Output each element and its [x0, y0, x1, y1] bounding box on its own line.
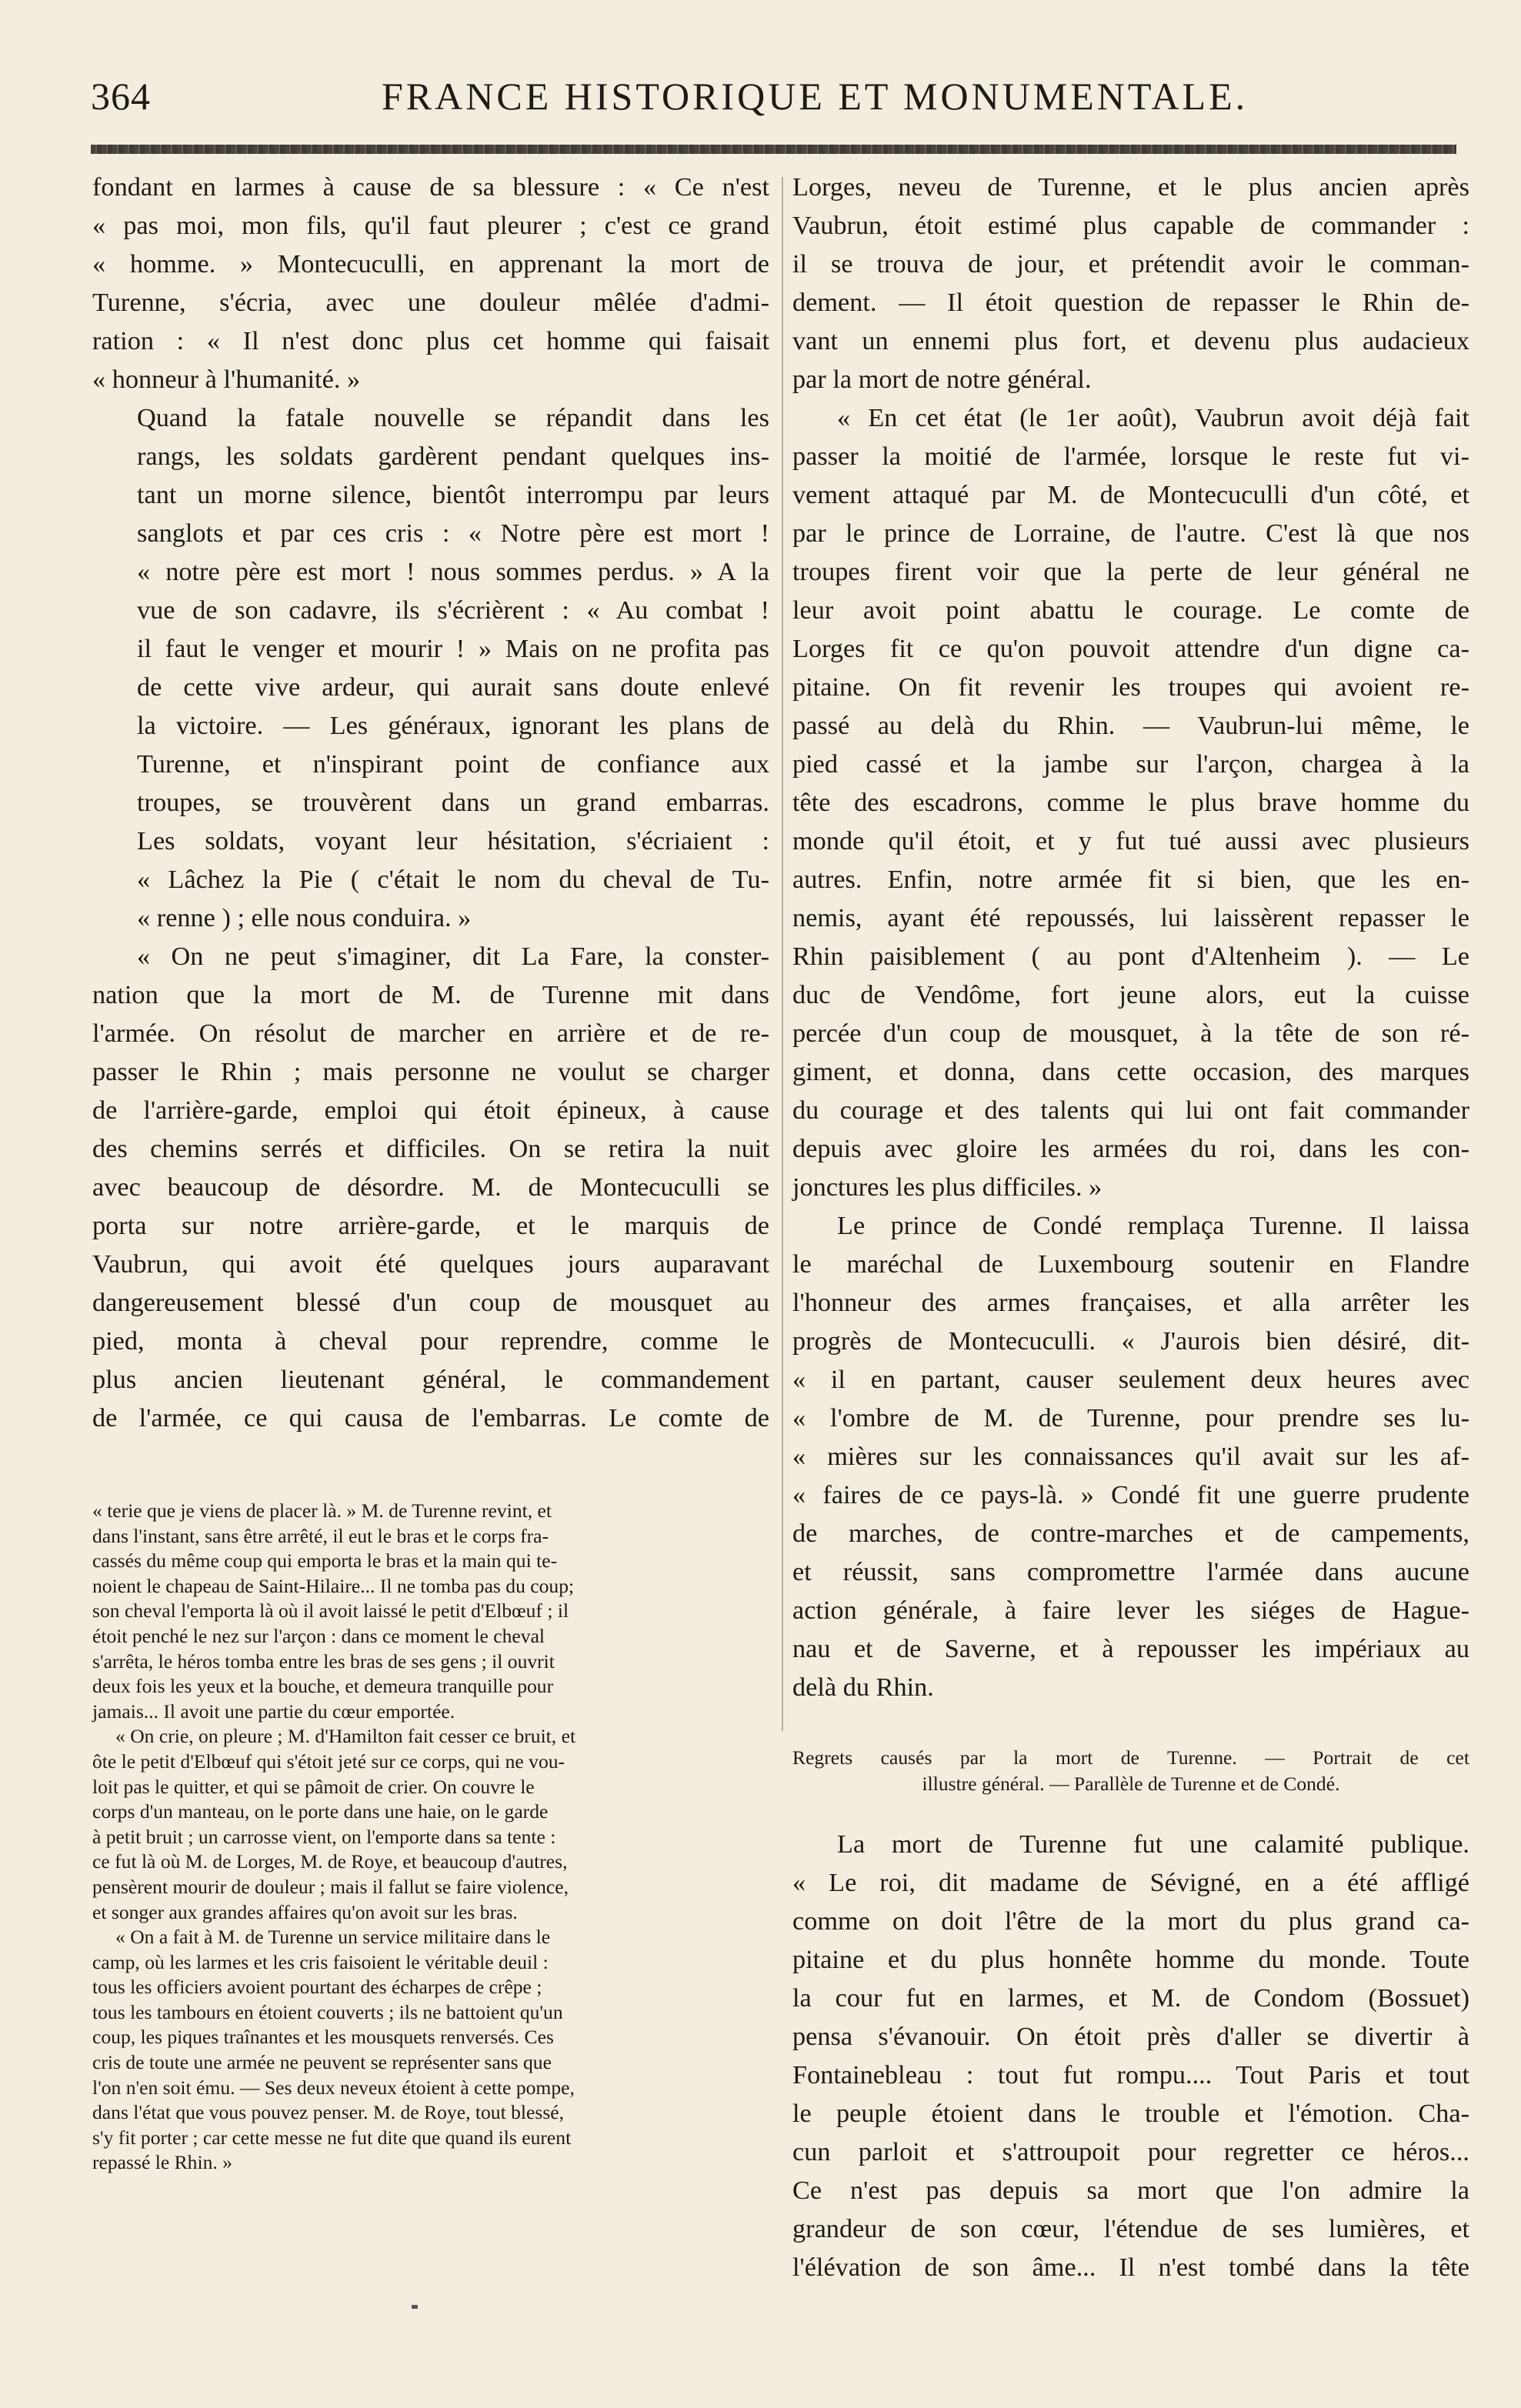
footnote-paragraph — [92, 1499, 769, 1724]
print-mark — [412, 2305, 418, 2309]
text-line: « On ne peut s'imaginer, dit La Fare, la conster- — [137, 942, 769, 971]
text-line: pensa s'évanouir. On étoit près d'aller se divertir à — [792, 2022, 1469, 2051]
text-line: autres. Enfin, notre armée fit si bien, que les en- — [792, 865, 1469, 894]
text-line: dement. — Il étoit question de repasser le Rhin de- — [792, 288, 1469, 317]
text-line: porta sur notre arrière-garde, et le marquis de — [92, 1211, 769, 1240]
text-line: avec beaucoup de désordre. M. de Montecuculli se — [92, 1172, 769, 1202]
text-line: vue de son cadavre, ils s'écrièrent : « Au combat ! — [137, 595, 769, 625]
text-line: il se trouva de jour, et prétendit avoir le comman- — [792, 249, 1469, 278]
text-line: Turenne, s'écria, avec une douleur mêlée d'admi- — [92, 288, 769, 317]
text-line: troupes firent voir que la perte de leur général ne — [792, 557, 1469, 586]
text-line: la victoire. — Les généraux, ignorant les plans de — [137, 711, 769, 740]
running-header — [91, 74, 1468, 128]
text-line: s'arrêta, le héros tomba entre les bras de ses gens ; il ouvrit — [92, 1649, 555, 1673]
text-line: giment, et donna, dans cette occasion, des marques — [792, 1057, 1469, 1086]
text-line: « l'ombre de M. de Turenne, pour prendre ses lu- — [792, 1403, 1469, 1432]
text-line: delà du Rhin. — [792, 1673, 934, 1702]
left-column — [92, 168, 769, 1437]
text-line: tant un morne silence, bientôt interrompu par leurs — [137, 480, 769, 509]
paragraph — [792, 1825, 1469, 2286]
text-line: grandeur de son cœur, l'étendue de ses lumières, et — [792, 2214, 1469, 2243]
text-line: « notre père est mort ! nous sommes perdus. » A la — [137, 557, 769, 586]
text-line: repassé le Rhin. » — [92, 2151, 232, 2174]
running-title: FRANCE HISTORIQUE ET MONUMENTALE. — [382, 75, 1249, 118]
text-line: Quand la fatale nouvelle se répandit dans les — [137, 403, 769, 432]
text-line: vement attaqué par M. de Montecuculli d'un côté, et — [792, 480, 1469, 509]
text-line: par la mort de notre général. — [792, 365, 1092, 394]
text-line: « homme. » Montecuculli, en apprenant la mort de — [92, 249, 769, 278]
text-line: de l'arrière-garde, emploi qui étoit épineux, à cause — [92, 1096, 769, 1125]
text-line: Le prince de Condé remplaça Turenne. Il laissa — [837, 1211, 1469, 1240]
text-line: de marches, de contre-marches et de campements, — [792, 1519, 1469, 1548]
text-line: deux fois les yeux et la bouche, et demeura tranquille pour — [92, 1675, 554, 1698]
text-line: rangs, les soldats gardèrent pendant quelques ins- — [137, 442, 769, 471]
text-line: action générale, à faire lever les siéges de Hague- — [792, 1596, 1469, 1625]
text-line: illustre général. — Parallèle de Turenne et de Condé. — [922, 1773, 1340, 1795]
text-line: dans l'instant, sans être arrêté, il eut le bras et le corps fra- — [92, 1524, 549, 1547]
text-line: passer la moitié de l'armée, lorsque le reste fut vi- — [792, 442, 1469, 471]
text-line: « Le roi, dit madame de Sévigné, en a été affligé — [792, 1868, 1469, 1897]
text-line: « honneur à l'humanité. » — [92, 365, 361, 394]
text-line: « faires de ce pays-là. » Condé fit une guerre prudente — [792, 1480, 1469, 1509]
text-line: fondant en larmes à cause de sa blessure : « Ce n'est — [92, 172, 769, 202]
text-line: à petit bruit ; un carrosse vient, on l'emporte dans sa tente : — [92, 1825, 556, 1848]
paragraph — [92, 937, 769, 1437]
text-line: « terie que je viens de placer là. » M. de Turenne revint, et — [92, 1499, 552, 1522]
text-line: de cette vive ardeur, qui aurait sans doute enlevé — [137, 672, 769, 702]
text-line: sanglots et par ces cris : « Notre père est mort ! — [137, 519, 769, 548]
text-line: passer le Rhin ; mais personne ne voulut se charger — [92, 1057, 769, 1086]
text-line: du courage et des talents qui lui ont fait commander — [792, 1096, 1469, 1125]
text-line: par le prince de Lorraine, de l'autre. C'est là que nos — [792, 519, 1469, 548]
text-line: ce fut là où M. de Lorges, M. de Roye, et beaucoup d'autres, — [92, 1850, 568, 1873]
text-line: pitaine et du plus honnête homme du monde. Toute — [792, 1945, 1469, 1974]
footnote — [92, 1499, 769, 2176]
paragraph — [92, 168, 769, 399]
text-line: dans l'état que vous pouvez penser. M. de Roye, tout blessé, — [92, 2101, 565, 2124]
text-line: « On crie, on pleure ; M. d'Hamilton fait cesser ce bruit, et — [115, 1725, 576, 1748]
text-line: le peuple étoient dans le trouble et l'émotion. Cha- — [792, 2099, 1469, 2128]
text-line: camp, où les larmes et les cris faisoient le véritable deuil : — [92, 1950, 549, 1973]
text-line: noient le chapeau de Saint-Hilaire... Il ne tomba pas du coup; — [92, 1574, 575, 1597]
text-line: Les soldats, voyant leur hésitation, s'écriaient : — [137, 826, 769, 855]
text-line: pitaine. On fit revenir les troupes qui avoient re- — [792, 672, 1469, 702]
text-line: tous les officiers avoient pourtant des écharpes de crêpe ; — [92, 1976, 542, 1999]
text-line: cris de toute une armée ne peuvent se représenter sans que — [92, 2051, 552, 2074]
paragraph — [792, 1206, 1469, 1706]
footnote-paragraph — [92, 1925, 769, 2176]
text-line: « mières sur les connaissances qu'il avait sur les af- — [792, 1442, 1469, 1471]
text-line: jamais... Il avoit une partie du cœur emportée. — [92, 1699, 455, 1723]
section-summary — [792, 1745, 1469, 1797]
text-line: tous les tambours en étoient couverts ; ils ne battoient qu'un — [92, 2000, 563, 2023]
text-line: de l'armée, ce qui causa de l'embarras. Le comte de — [92, 1403, 769, 1432]
text-line: depuis avec gloire les armées du roi, dans les con- — [792, 1134, 1469, 1163]
text-line: Lorges fit ce qu'on pouvoit attendre d'un digne ca- — [792, 634, 1469, 663]
text-line: percée d'un coup de mousquet, à la tête de son ré- — [792, 1019, 1469, 1048]
text-line: pied cassé et la jambe sur l'arçon, chargea à la — [792, 749, 1469, 779]
text-line: jonctures les plus difficiles. » — [792, 1172, 1102, 1202]
text-line: « En cet état (le 1er août), Vaubrun avoit déjà fait — [837, 403, 1469, 432]
text-line: « renne ) ; elle nous conduira. » — [137, 903, 472, 932]
column-divider — [782, 177, 783, 1731]
right-column — [792, 168, 1469, 1706]
paragraph — [792, 168, 1469, 399]
text-line: Vaubrun, étoit estimé plus capable de commander : — [792, 211, 1469, 240]
text-line: s'y fit porter ; car cette messe ne fut dite que quand ils eurent — [92, 2126, 572, 2149]
text-line: la cour fut en larmes, et M. de Condom (Bossuet) — [792, 1983, 1469, 2013]
text-line: « pas moi, mon fils, qu'il faut pleurer ; c'est ce grand — [92, 211, 769, 240]
text-line: pied, monta à cheval pour reprendre, comme le — [92, 1326, 769, 1356]
text-line: « On a fait à M. de Turenne un service militaire dans le — [115, 1926, 551, 1949]
text-line: dangereusement blessé d'un coup de mousquet au — [92, 1288, 769, 1317]
text-line: corps d'un manteau, on le porte dans une haie, on le garde — [92, 1800, 549, 1823]
text-line: Turenne, et n'inspirant point de confiance aux — [137, 749, 769, 779]
footnote-paragraph — [92, 1724, 769, 1925]
text-line: Lorges, neveu de Turenne, et le plus ancien après — [792, 172, 1469, 202]
text-line: pensèrent mourir de douleur ; mais il fallut se faire violence, — [92, 1875, 569, 1898]
text-line: La mort de Turenne fut une calamité publique. — [837, 1829, 1469, 1859]
text-line: « Lâchez la Pie ( c'était le nom du cheval de Tu- — [137, 865, 769, 894]
text-line: duc de Vendôme, fort jeune alors, eut la cuisse — [792, 980, 1469, 1009]
text-line: Regrets causés par la mort de Turenne. — Portrait de cet — [792, 1746, 1469, 1769]
text-line: Vaubrun, qui avoit été quelques jours auparavant — [92, 1249, 769, 1279]
text-line: nemis, ayant été repoussés, lui laissèrent repasser le — [792, 903, 1469, 932]
summary-text — [792, 1745, 1469, 1797]
text-line: passé au delà du Rhin. — Vaubrun-lui même, le — [792, 711, 1469, 740]
text-line: des chemins serrés et difficiles. On se retira la nuit — [92, 1134, 769, 1163]
text-line: monde qu'il étoit, et y fut tué aussi avec plusieurs — [792, 826, 1469, 855]
text-line: étoit penché le nez sur l'arçon : dans ce moment le cheval — [92, 1624, 545, 1647]
text-line: l'honneur des armes françaises, et alla arrêter les — [792, 1288, 1469, 1317]
text-line: progrès de Montecuculli. « J'aurois bien désiré, dit- — [792, 1326, 1469, 1356]
text-line: plus ancien lieutenant général, le commandement — [92, 1365, 769, 1394]
text-line: tête des escadrons, comme le plus brave homme du — [792, 788, 1469, 817]
text-line: et songer aux grandes affaires qu'on avoit sur les bras. — [92, 1900, 518, 1923]
text-line: coup, les piques traînantes et les mousquets renversés. Ces — [92, 2026, 554, 2049]
text-line: cassés du même coup qui emporta le bras et la main qui te- — [92, 1549, 558, 1573]
text-line: et réussit, sans compromettre l'armée dans aucune — [792, 1557, 1469, 1586]
text-line: Ce n'est pas depuis sa mort que l'on admire la — [792, 2176, 1469, 2205]
text-line: cun parloit et s'attroupoit pour regretter ce héros... — [792, 2137, 1469, 2166]
text-line: ration : « Il n'est donc plus cet homme qui faisait — [92, 326, 769, 355]
text-line: comme on doit l'être de la mort du plus grand ca- — [792, 1906, 1469, 1936]
header-rule — [91, 145, 1456, 154]
paragraph — [792, 399, 1469, 1206]
page-number: 364 — [91, 75, 151, 118]
text-line: il faut le venger et mourir ! » Mais on ne profita pas — [137, 634, 769, 663]
text-line: nau et de Saverne, et à repousser les impériaux au — [792, 1634, 1469, 1663]
text-line: l'élévation de son âme... Il n'est tombé dans la tête — [792, 2253, 1469, 2282]
text-line: leur avoit point abattu le courage. Le comte de — [792, 595, 1469, 625]
text-line: l'armée. On résolut de marcher en arrière et de re- — [92, 1019, 769, 1048]
text-line: Fontainebleau : tout fut rompu.... Tout Paris et tout — [792, 2060, 1469, 2089]
text-line: loit pas le quitter, et qui se pâmoit de crier. On couvre le — [92, 1775, 535, 1798]
text-line: Rhin paisiblement ( au pont d'Altenheim ). — Le — [792, 942, 1469, 971]
text-line: nation que la mort de M. de Turenne mit dans — [92, 980, 769, 1009]
text-line: le maréchal de Luxembourg soutenir en Flandre — [792, 1249, 1469, 1279]
paragraph — [92, 399, 769, 937]
text-line: l'on n'en soit ému. — Ses deux neveux étoient à cette pompe, — [92, 2076, 575, 2099]
right-column-bottom — [792, 1825, 1469, 2286]
text-line: troupes, se trouvèrent dans un grand embarras. — [137, 788, 769, 817]
text-line: son cheval l'emporta là où il avoit laissé le petit d'Elbœuf ; il — [92, 1599, 569, 1623]
text-line: ôte le petit d'Elbœuf qui s'étoit jeté sur ce corps, qui ne vou- — [92, 1749, 565, 1773]
text-line: vant un ennemi plus fort, et devenu plus audacieux — [792, 326, 1469, 355]
text-line: « il en partant, causer seulement deux heures avec — [792, 1365, 1469, 1394]
